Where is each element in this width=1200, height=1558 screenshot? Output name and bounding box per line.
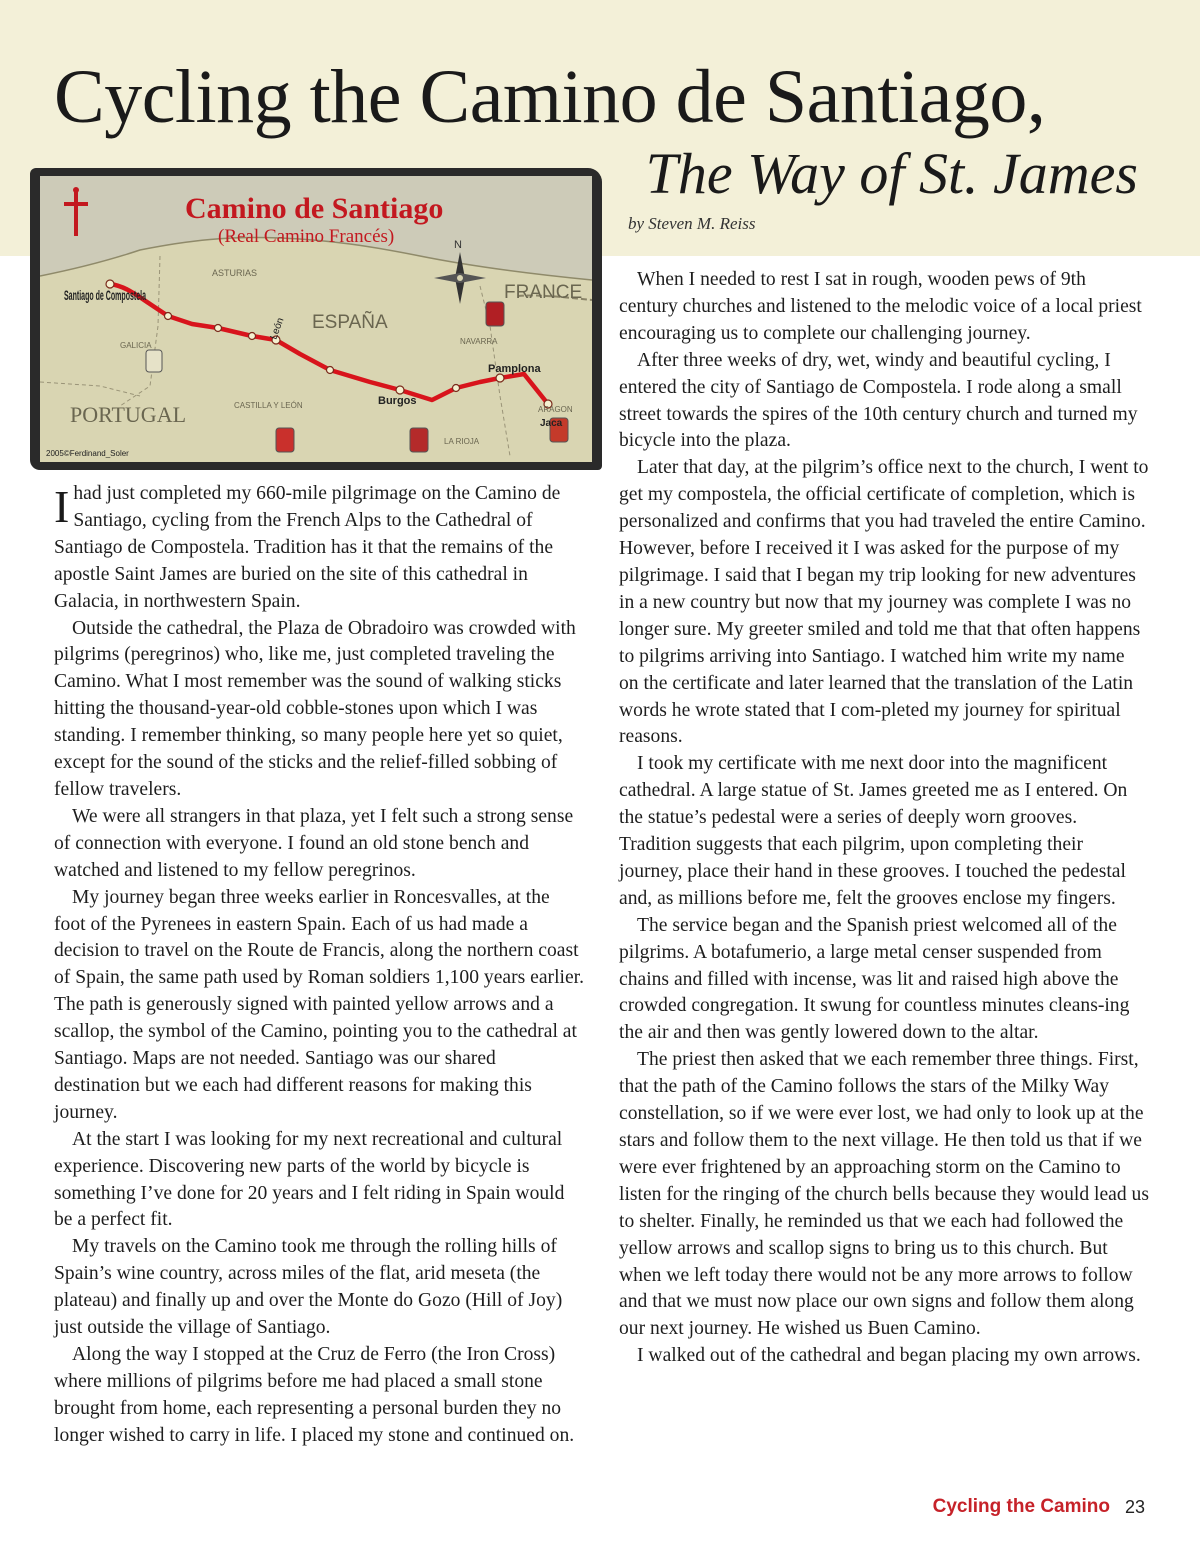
map-country-portugal: PORTUGAL: [70, 402, 187, 427]
map-town-santiago: Santiago de Compostela: [64, 287, 147, 303]
map-credit: 2005©Ferdinand_Soler: [46, 449, 129, 458]
paragraph: I took my certificate with me next door into the magnificent cathedral. A large statue of St. James greeted me as I entered. On the statue’s pedestal were a series of deeply worn grooves. Tradition suggests that each pilgrim, upon completing their journey, place their hand in these grooves. I touched the pedestal and, as millions before me, felt the grooves enclose my fingers.: [619, 753, 1128, 909]
paragraph: After three weeks of dry, wet, windy and beautiful cycling, I entered the city of Santiago de Compostela. I rode along a small street towards the spires of the 10th century church and turned my bicycle into the plaza.: [619, 349, 1138, 452]
map-country-espana: ESPAÑA: [312, 312, 388, 333]
map-region-rioja: LA RIOJA: [444, 437, 480, 446]
paragraph: We were all strangers in that plaza, yet I felt such a strong sense of connection with everyone. I found an old stone bench and watched and listened to my fellow peregrinos.: [54, 805, 574, 881]
article-title: Cycling the Camino de Santiago,: [54, 55, 1046, 139]
map-region-galicia: GALICIA: [120, 341, 152, 350]
map-town-jaca: Jaca: [540, 418, 563, 429]
paragraph-text: had just completed my 660-mile pilgrimage on the Camino de Santiago, cycling from the French Alps to the Cathedral of Santiago de Compostela. Tradition has it that the remains of the apostle Saint James are buried on the site of this cathedral in Galacia, in northwestern Spain.: [54, 483, 561, 612]
article-column-left: [54, 481, 584, 1450]
paragraph: I walked out of the cathedral and began placing my own arrows.: [637, 1345, 1141, 1367]
article-column-right: [619, 267, 1149, 1370]
map-town-leon: León: [268, 316, 287, 342]
map-region-castilla: CASTILLA Y LEÓN: [234, 401, 303, 410]
map-region-aragon: ARAGON: [538, 405, 573, 414]
paragraph: The service began and the Spanish priest welcomed all of the pilgrims. A botafumerio, a large metal censer suspended from chains and filled with incense, was lit and raised high above the crowded congregation. It swung for countless minutes cleans-ing the air and then was gently lowered down to the altar.: [619, 914, 1130, 1044]
footer-section-label: Cycling the Camino: [932, 1496, 1110, 1517]
paragraph: Along the way I stopped at the Cruz de Ferro (the Iron Cross) where millions of pilgrims before me had placed a small stone brought from home, each representing a personal burden they no longer wished to carry in life. I placed my stone and continued on.: [54, 1344, 575, 1446]
compass-label: N: [454, 239, 462, 251]
page-number: 23: [1124, 1497, 1145, 1517]
map-subtitle: (Real Camino Francés): [218, 226, 395, 247]
map-graphic: [40, 176, 592, 462]
map-title: Camino de Santiago: [185, 192, 444, 225]
map-country-france: FRANCE: [504, 282, 583, 303]
paragraph: Later that day, at the pilgrim’s office next to the church, I went to get my compostela, the official certificate of completion, which is personalized and confirms that you had traveled the entire Camino. However, before I received it I was asked for the purpose of my pilgrimage. I said that I began my trip looking for new adventures in a new country but now that my journey was complete I was no longer sure. My greeter smiled and told me that that often happens to pilgrims arriving into Santiago. I watched him write my name on the certificate and later learned that the translation of the Latin words he wrote stated that I com-pleted my journey for spiritual reasons.: [619, 457, 1149, 748]
article-subtitle: The Way of St. James: [645, 141, 1138, 206]
map-town-burgos: Burgos: [378, 395, 417, 407]
map-town-pamplona: Pamplona: [488, 363, 541, 375]
paragraph: My journey began three weeks earlier in Roncesvalles, at the foot of the Pyrenees in eastern Spain. Each of us had made a decision to travel on the Route de Francis, along the northern coast of Spain, the same path used by Roman soldiers 1,100 years earlier. The path is generously signed with painted yellow arrows and a scallop, the symbol of the Camino, pointing you to the cathedral at Santiago. Maps are not needed. Santiago was our shared destination but we each had different reasons for making this journey.: [54, 886, 584, 1123]
byline: by Steven M. Reiss: [628, 214, 756, 233]
paragraph: My travels on the Camino took me through the rolling hills of Spain’s wine country, across miles of the flat, arid meseta (the plateau) and finally up and over the Monte do Gozo (Hill of Joy) just outside the village of Santiago.: [54, 1236, 563, 1339]
paragraph: The priest then asked that we each remember three things. First, that the path of the Camino follows the stars of the Milky Way constellation, so if we were ever lost, we had only to look up at the stars and follow them to the next village. He then told us that if we were ever frightened by an approaching storm on the Camino to listen for the ringing of the church bells because they would lead us to shelter. Finally, he reminded us that we each had followed the yellow arrows and scallop signs to bring us to this church. But when we left today there would not be any more arrows to follow and that we must now place our own signs and follow them along our next journey. He wished us Buen Camino.: [619, 1049, 1149, 1340]
map-region-asturias: ASTURIAS: [212, 268, 258, 278]
map-region-navarra: NAVARRA: [460, 337, 498, 346]
paragraph: [54, 481, 584, 616]
camino-map: [30, 168, 602, 470]
paragraph: When I needed to rest I sat in rough, wooden pews of 9th century churches and listened to the melodic voice of a local priest encouraging us to complete our challenging journey.: [619, 269, 1142, 344]
paragraph: Outside the cathedral, the Plaza de Obradoiro was crowded with pilgrims (peregrinos) who, like me, just completed traveling the Camino. What I most remember was the sound of walking sticks hitting the thousand-year-old cobble-stones upon which I was standing. I remember thinking, so many people here yet so quiet, except for the sound of the sticks and the relief-filled sobbing of fellow travelers.: [54, 617, 576, 800]
drop-cap: I: [54, 481, 70, 532]
paragraph: At the start I was looking for my next recreational and cultural experience. Discovering new parts of the world by bicycle is something I’ve done for 20 years and I felt riding in Spain would be a perfect fit.: [54, 1128, 565, 1231]
